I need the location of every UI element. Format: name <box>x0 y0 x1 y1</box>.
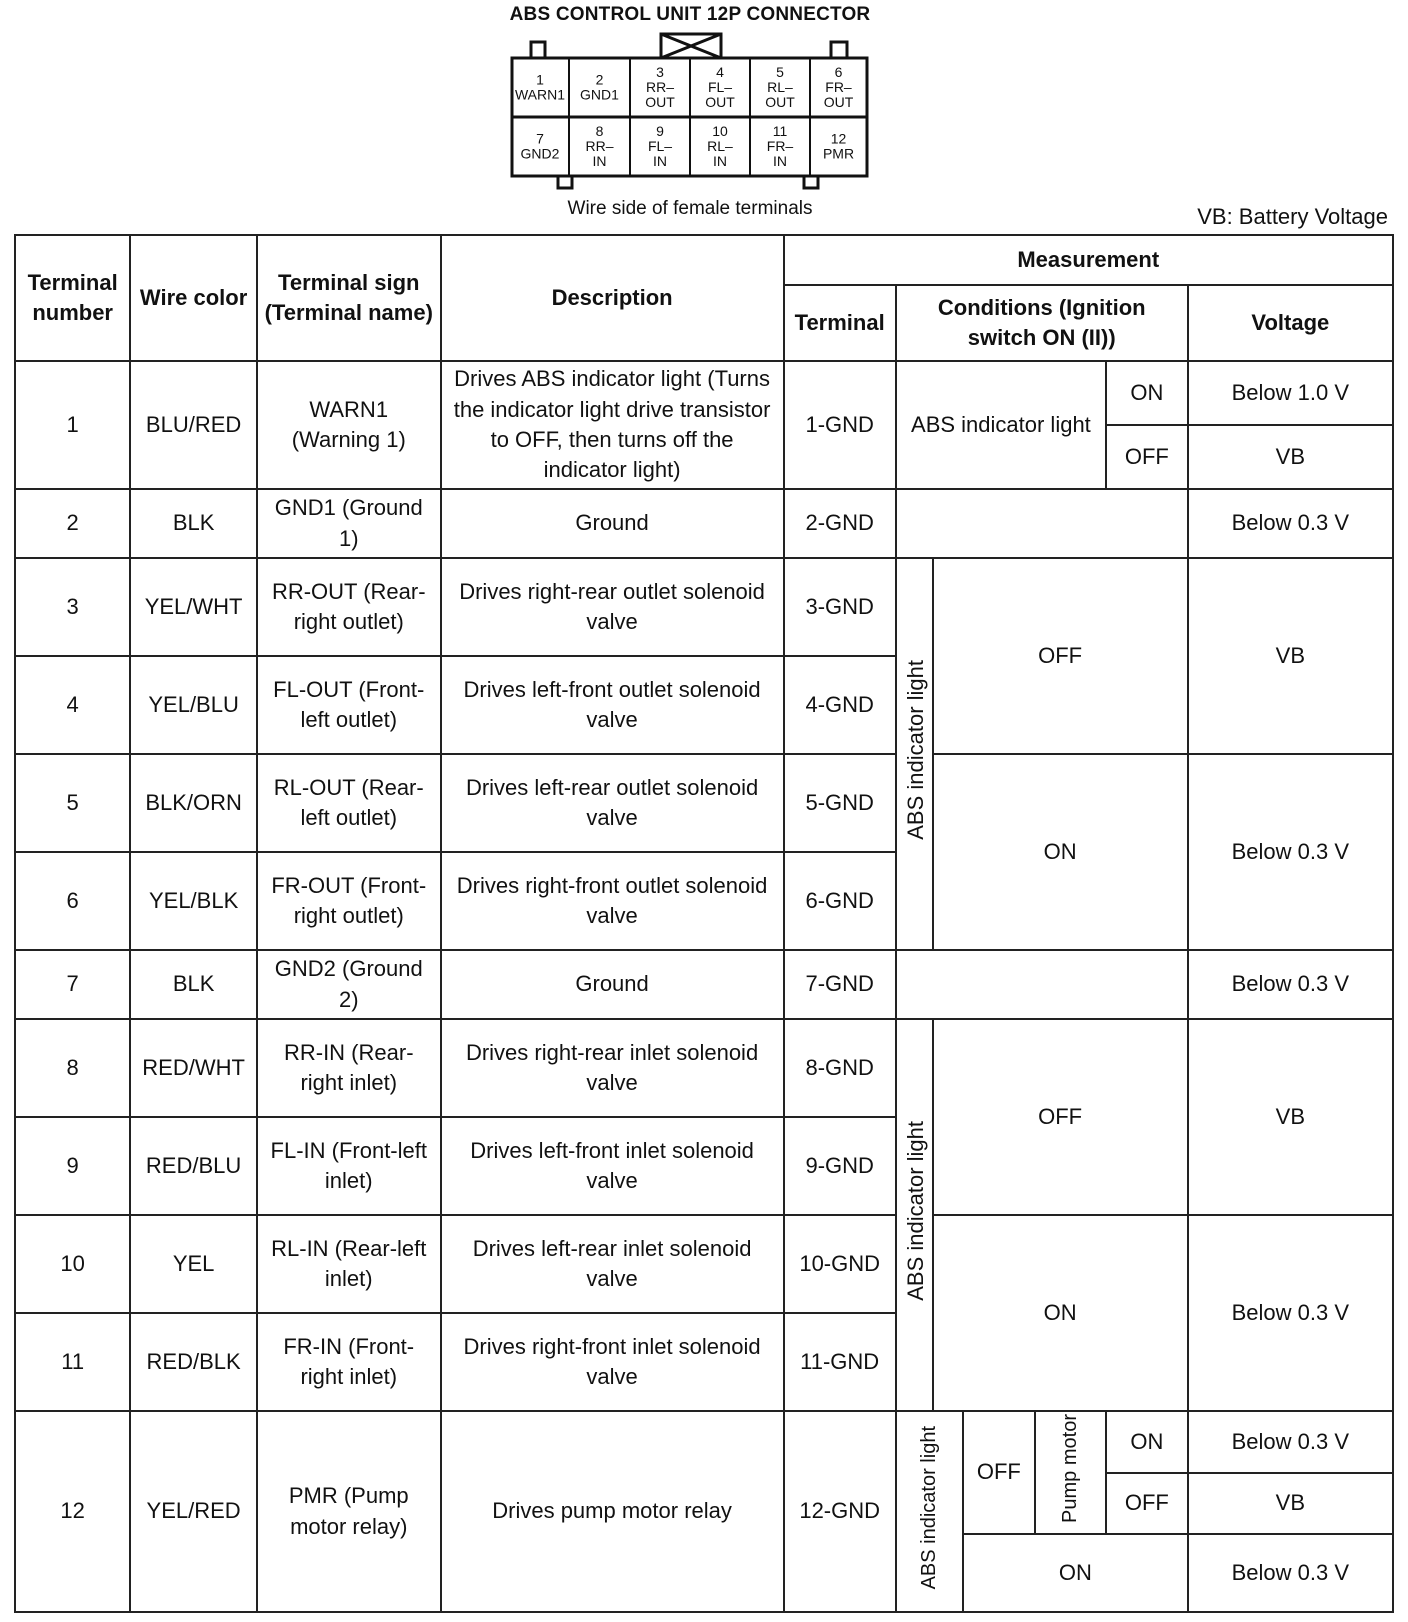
connector-pin-name: OUT <box>823 94 854 110</box>
connector-caption: Wire side of female terminals <box>567 198 813 219</box>
vb-note: VB: Battery Voltage <box>1197 204 1388 229</box>
wire-color-cell: BLK/ORN <box>130 754 257 852</box>
terminal-number-cell: 11 <box>15 1313 130 1411</box>
connector-pin-number: 5 <box>776 64 784 80</box>
description-cell: Drives left-front outlet solenoid valve <box>441 656 784 754</box>
terminal-sign-cell: GND1 (Ground 1) <box>257 489 441 558</box>
terminal-number-cell: 5 <box>15 754 130 852</box>
measurement-terminal-cell: 5-GND <box>784 754 896 852</box>
header-terminal: Terminal <box>784 285 896 361</box>
condition-abs-light-vertical <box>896 1411 963 1612</box>
voltage-cell: Below 0.3 V <box>1188 1411 1393 1473</box>
condition-abs-light-cell: ABS indicator light <box>896 361 1106 489</box>
description-cell: Drives left-rear inlet solenoid valve <box>441 1215 784 1313</box>
connector-pin-name: GND2 <box>520 145 560 162</box>
wire-color-cell: RED/WHT <box>130 1019 257 1117</box>
voltage-cell: Below 0.3 V <box>1188 489 1393 558</box>
connector-pin-name: PMR <box>822 145 855 162</box>
wire-color-cell: YEL <box>130 1215 257 1313</box>
connector-pin-name: FR– <box>825 79 852 95</box>
terminal-sign-cell: FR-IN (Front-right inlet) <box>257 1313 441 1411</box>
table-row-8 <box>15 1019 1393 1117</box>
condition-off-cell: OFF <box>933 558 1188 754</box>
wire-color-cell: RED/BLK <box>130 1313 257 1411</box>
measurement-terminal-cell: 9-GND <box>784 1117 896 1215</box>
terminal-number-cell: 9 <box>15 1117 130 1215</box>
table-row-1a <box>15 361 1393 425</box>
wire-color-cell: RED/BLU <box>130 1117 257 1215</box>
condition-abs-light-vertical <box>896 1019 933 1411</box>
measurement-terminal-cell: 3-GND <box>784 558 896 656</box>
description-cell: Drives pump motor relay <box>441 1411 784 1612</box>
terminal-number-cell: 6 <box>15 852 130 950</box>
terminal-number-cell: 10 <box>15 1215 130 1313</box>
condition-on-cell: ON <box>933 1215 1188 1411</box>
description-cell: Drives ABS indicator light (Turns the indicator light drive transistor to OFF, then turns off the indicator light) <box>441 361 784 489</box>
voltage-cell: Below 0.3 V <box>1188 950 1393 1019</box>
terminal-table <box>14 234 1394 1613</box>
wire-color-cell: YEL/BLU <box>130 656 257 754</box>
condition-pump-motor-vertical <box>1035 1411 1106 1534</box>
connector-pin-name: OUT <box>645 94 675 110</box>
condition-off-cell: OFF <box>933 1019 1188 1215</box>
description-cell: Drives right-front inlet solenoid valve <box>441 1313 784 1411</box>
terminal-number-cell: 8 <box>15 1019 130 1117</box>
terminal-sign-cell: WARN1 (Warning 1) <box>257 361 441 489</box>
connector-pin-name: RR– <box>585 138 614 154</box>
measurement-terminal-cell: 6-GND <box>784 852 896 950</box>
wire-color-cell: BLK <box>130 950 257 1019</box>
terminal-number-cell: 4 <box>15 656 130 754</box>
connector-diagram <box>0 0 1408 200</box>
wire-color-cell: YEL/RED <box>130 1411 257 1612</box>
connector-pin-name: RL– <box>707 138 733 154</box>
connector-pin-name: IN <box>773 153 787 169</box>
description-cell: Ground <box>441 489 784 558</box>
description-cell: Drives right-rear outlet solenoid valve <box>441 558 784 656</box>
connector-pin-name: IN <box>713 153 727 169</box>
connector-pin-number: 8 <box>595 123 604 139</box>
table-row-2 <box>15 489 1393 558</box>
connector-pin-number: 1 <box>536 71 544 88</box>
condition-off-cell: OFF <box>1106 425 1188 489</box>
connector-pin-name: IN <box>653 153 667 169</box>
terminal-number-cell: 1 <box>15 361 130 489</box>
header-terminal-number: Terminal number <box>15 235 130 361</box>
voltage-cell: VB <box>1188 425 1393 489</box>
condition-off-cell: OFF <box>1106 1473 1188 1535</box>
connector-pin-name: FL– <box>707 79 733 95</box>
connector-pin-number: 4 <box>716 64 724 80</box>
wire-color-cell: BLK <box>130 489 257 558</box>
description-cell: Drives right-front outlet solenoid valve <box>441 852 784 950</box>
connector-pin-name: OUT <box>705 94 735 110</box>
measurement-terminal-cell: 4-GND <box>784 656 896 754</box>
measurement-terminal-cell: 1-GND <box>784 361 896 489</box>
voltage-cell: VB <box>1188 558 1393 754</box>
terminal-sign-cell: RR-OUT (Rear-right outlet) <box>257 558 441 656</box>
table-row-5 <box>15 754 1393 852</box>
terminal-number-cell: 12 <box>15 1411 130 1612</box>
terminal-number-cell: 3 <box>15 558 130 656</box>
voltage-cell: Below 1.0 V <box>1188 361 1393 425</box>
connector-pin-name: FR– <box>766 138 794 154</box>
condition-on-cell: ON <box>963 1534 1188 1612</box>
abs-light-label: ABS indicator light <box>902 659 928 840</box>
measurement-terminal-cell: 10-GND <box>784 1215 896 1313</box>
condition-off-cell: OFF <box>963 1411 1034 1534</box>
terminal-sign-cell: FR-OUT (Front-right outlet) <box>257 852 441 950</box>
voltage-cell: Below 0.3 V <box>1188 754 1393 950</box>
terminal-sign-cell: FL-IN (Front-left inlet) <box>257 1117 441 1215</box>
abs-light-label: ABS indicator light <box>902 1120 928 1301</box>
connector-pin-number: 6 <box>834 64 843 80</box>
terminal-number-cell: 2 <box>15 489 130 558</box>
header-conditions: Conditions (Ignition switch ON (II)) <box>896 285 1188 361</box>
header-wire-color: Wire color <box>130 235 257 361</box>
description-cell: Drives left-front inlet solenoid valve <box>441 1117 784 1215</box>
condition-abs-light-vertical <box>896 558 933 950</box>
measurement-terminal-cell: 11-GND <box>784 1313 896 1411</box>
connector-pin-number: 9 <box>656 123 664 139</box>
connector-pin-number: 12 <box>830 130 847 147</box>
header-description: Description <box>441 235 784 361</box>
connector-pin-name: OUT <box>765 94 795 110</box>
measurement-terminal-cell: 12-GND <box>784 1411 896 1612</box>
connector-pin-name: RL– <box>767 79 793 95</box>
connector-pin-number: 7 <box>536 130 544 147</box>
connector-pin-number: 10 <box>712 123 728 139</box>
header-measurement: Measurement <box>784 235 1393 285</box>
condition-on-cell: ON <box>1106 1411 1188 1473</box>
description-cell: Drives left-rear outlet solenoid valve <box>441 754 784 852</box>
pump-motor-label: Pump motor <box>1058 1414 1081 1523</box>
connector-pin-number: 2 <box>595 71 604 88</box>
connector-pin-name: FL– <box>647 138 673 154</box>
connector-pin-name: GND1 <box>580 86 619 103</box>
condition-empty-cell <box>896 950 1188 1019</box>
terminal-sign-cell: RL-OUT (Rear-left outlet) <box>257 754 441 852</box>
header-voltage: Voltage <box>1188 285 1393 361</box>
voltage-cell: Below 0.3 V <box>1188 1215 1393 1411</box>
terminal-sign-cell: GND2 (Ground 2) <box>257 950 441 1019</box>
description-cell: Ground <box>441 950 784 1019</box>
table-row-10 <box>15 1215 1393 1313</box>
connector-pin-number: 11 <box>772 123 788 139</box>
connector-pin-number: 3 <box>656 64 664 80</box>
table-row-3 <box>15 558 1393 656</box>
wire-color-cell: YEL/BLK <box>130 852 257 950</box>
connector-pin-name: IN <box>592 153 607 169</box>
table-row-12a <box>15 1411 1393 1473</box>
condition-on-cell: ON <box>1106 361 1188 425</box>
terminal-sign-cell: RL-IN (Rear-left inlet) <box>257 1215 441 1313</box>
voltage-cell: VB <box>1188 1019 1393 1215</box>
connector-pin-name: RR– <box>645 79 675 95</box>
description-cell: Drives right-rear inlet solenoid valve <box>441 1019 784 1117</box>
measurement-terminal-cell: 2-GND <box>784 489 896 558</box>
condition-on-cell: ON <box>933 754 1188 950</box>
abs-light-label: ABS indicator light <box>917 1425 940 1590</box>
header-row-1 <box>15 235 1393 285</box>
terminal-sign-cell: FL-OUT (Front-left outlet) <box>257 656 441 754</box>
connector-pin-name: WARN1 <box>514 86 566 103</box>
connector-title: ABS CONTROL UNIT 12P CONNECTOR <box>509 4 871 25</box>
measurement-terminal-cell: 8-GND <box>784 1019 896 1117</box>
table-row-7 <box>15 950 1393 1019</box>
terminal-number-cell: 7 <box>15 950 130 1019</box>
terminal-sign-cell: PMR (Pump motor relay) <box>257 1411 441 1612</box>
wire-color-cell: YEL/WHT <box>130 558 257 656</box>
wire-color-cell: BLU/RED <box>130 361 257 489</box>
condition-empty-cell <box>896 489 1188 558</box>
voltage-cell: VB <box>1188 1473 1393 1535</box>
header-terminal-sign: Terminal sign (Terminal name) <box>257 235 441 361</box>
voltage-cell: Below 0.3 V <box>1188 1534 1393 1612</box>
measurement-terminal-cell: 7-GND <box>784 950 896 1019</box>
terminal-sign-cell: RR-IN (Rear-right inlet) <box>257 1019 441 1117</box>
